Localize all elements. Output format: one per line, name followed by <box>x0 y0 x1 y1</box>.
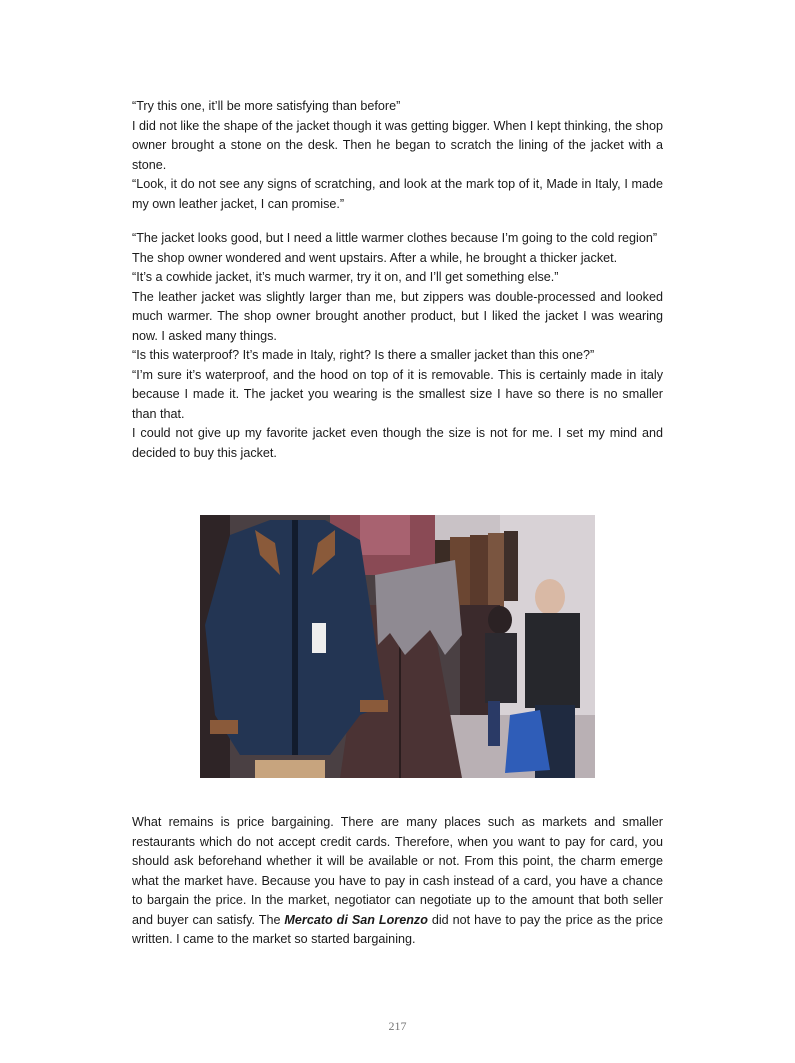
paragraph: The leather jacket was slightly larger than me, but zippers was double-processed and looked much warmer. The shop owner brought another product, but I liked the jacket I was wearing now. I asked many things. <box>132 289 663 343</box>
text-section-2 <box>132 229 663 463</box>
paragraph: “Look, it do not see any signs of scratching, and look at the mark top of it, Made in Italy, I made my own leather jacket, I can promise.” <box>132 177 663 211</box>
paragraph: “Is this waterproof? It’s made in Italy, right? Is there a smaller jacket than this one?” <box>132 348 595 362</box>
paragraph: I did not like the shape of the jacket though it was getting bigger. When I kept thinking, the shop owner brought a stone on the desk. Then he began to scratch the lining of the jacket with a stone. <box>132 118 663 172</box>
paragraph: “Try this one, it’ll be more satisfying than before” <box>132 99 401 113</box>
paragraph: I could not give up my favorite jacket even though the size is not for me. I set my mind and decided to buy this jacket. <box>132 426 663 460</box>
paragraph <box>132 813 663 950</box>
paragraph: “It’s a cowhide jacket, it’s much warmer, try it on, and I’ll get something else.” <box>132 270 559 284</box>
leather-shop-photo <box>200 515 595 778</box>
place-name: Mercato di San Lorenzo <box>284 912 428 927</box>
text-section-1 <box>132 97 663 214</box>
paragraph: The shop owner wondered and went upstairs. After a while, he brought a thicker jacket. <box>132 250 618 265</box>
page-number: 217 <box>388 1019 407 1033</box>
paragraph: “I’m sure it’s waterproof, and the hood on top of it is removable. This is certainly made in italy because I made it. The jacket you wearing is the smallest size I have so there is no smaller than that. <box>132 367 663 421</box>
text-section-3 <box>132 813 663 950</box>
paragraph: “The jacket looks good, but I need a little warmer clothes because I’m going to the cold region” <box>132 231 658 245</box>
paragraph-text: did not have to pay the price as the price written. I came to the market so started bargaining. <box>132 912 663 946</box>
paragraph-text: What remains is price bargaining. There are many places such as markets and smaller restaurants which do not accept credit cards. Therefore, when you want to pay for card, you should ask beforehand whether it will be available or not. From this point, the charm emerge what the market have. Because you have to pay in cash instead of a card, you have a chance to bargain the price. In the market, negotiator can negotiate up to the amount that both seller and buyer can satisfy. The <box>132 815 663 927</box>
